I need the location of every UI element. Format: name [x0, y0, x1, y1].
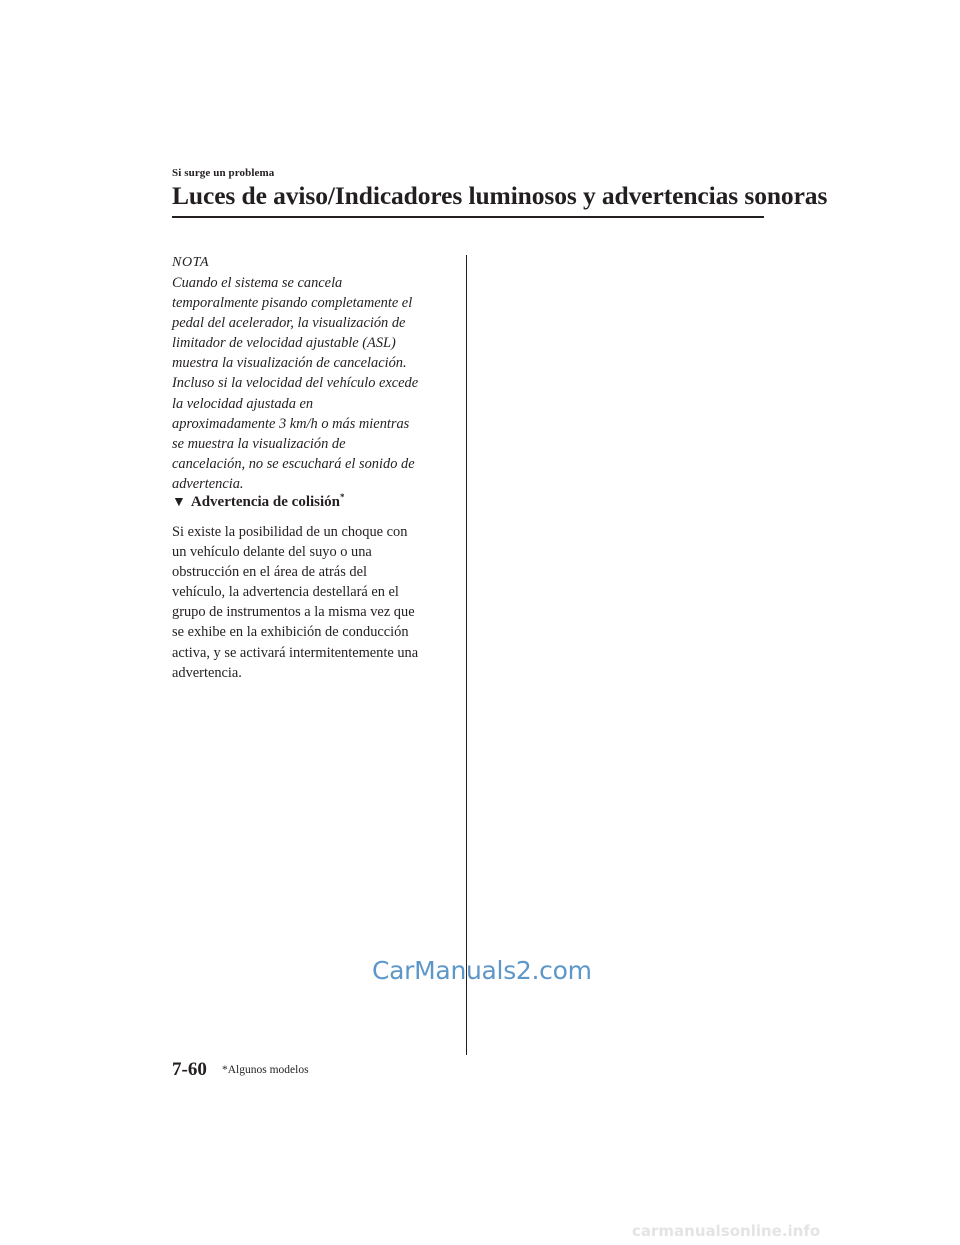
body-line: un vehículo delante del suyo o una — [172, 544, 372, 561]
triangle-marker-icon: ▼ — [172, 495, 186, 510]
body-line: advertencia. — [172, 664, 242, 681]
body-line: se exhibe en la exhibición de conducción — [172, 624, 409, 641]
note-line: Incluso si la velocidad del vehículo excede — [172, 375, 419, 392]
title-rule — [172, 216, 764, 218]
footnote: *Algunos modelos — [222, 1064, 309, 1076]
note-line: advertencia. — [172, 475, 244, 492]
body-line: grupo de instrumentos a la misma vez que — [172, 604, 415, 621]
subsection-title: Advertencia de colisión — [190, 494, 341, 510]
note-line: pedal del acelerador, la visualización de — [172, 315, 406, 332]
note-line: aproximadamente 3 km/h o más mientras — [172, 415, 410, 432]
section-label: Si surge un problema — [172, 167, 275, 179]
note-line: temporalmente pisando completamente el — [172, 295, 413, 312]
body-line: vehículo, la advertencia destellará en el — [172, 584, 399, 601]
note-block — [172, 253, 454, 494]
footer-site-watermark: carmanualsonline.info — [632, 1222, 821, 1240]
note-line: limitador de velocidad ajustable (ASL) — [172, 335, 396, 352]
note-line: cancelación, no se escuchará el sonido de — [172, 455, 415, 472]
note-line: se muestra la visualización de — [172, 435, 346, 452]
body-line: activa, y se activará intermitentemente una — [172, 644, 419, 661]
asterisk-marker: * — [340, 492, 345, 502]
watermark-logo: CarManuals2.com — [372, 956, 592, 985]
note-heading: NOTA — [172, 255, 210, 270]
body-paragraph — [172, 522, 457, 683]
chapter-title: Luces de aviso/Indicadores luminosos y advertencias sonoras — [172, 181, 828, 210]
note-line: Cuando el sistema se cancela — [172, 275, 343, 291]
page-number: 7-60 — [172, 1059, 207, 1080]
note-line: muestra la visualización de cancelación. — [172, 355, 407, 372]
note-line: la velocidad ajustada en — [172, 395, 314, 412]
note-body — [172, 273, 454, 494]
subsection-heading — [172, 492, 345, 511]
body-line: obstrucción en el área de atrás del — [172, 564, 367, 581]
body-line: Si existe la posibilidad de un choque con — [172, 524, 408, 540]
column-divider — [466, 255, 467, 1055]
